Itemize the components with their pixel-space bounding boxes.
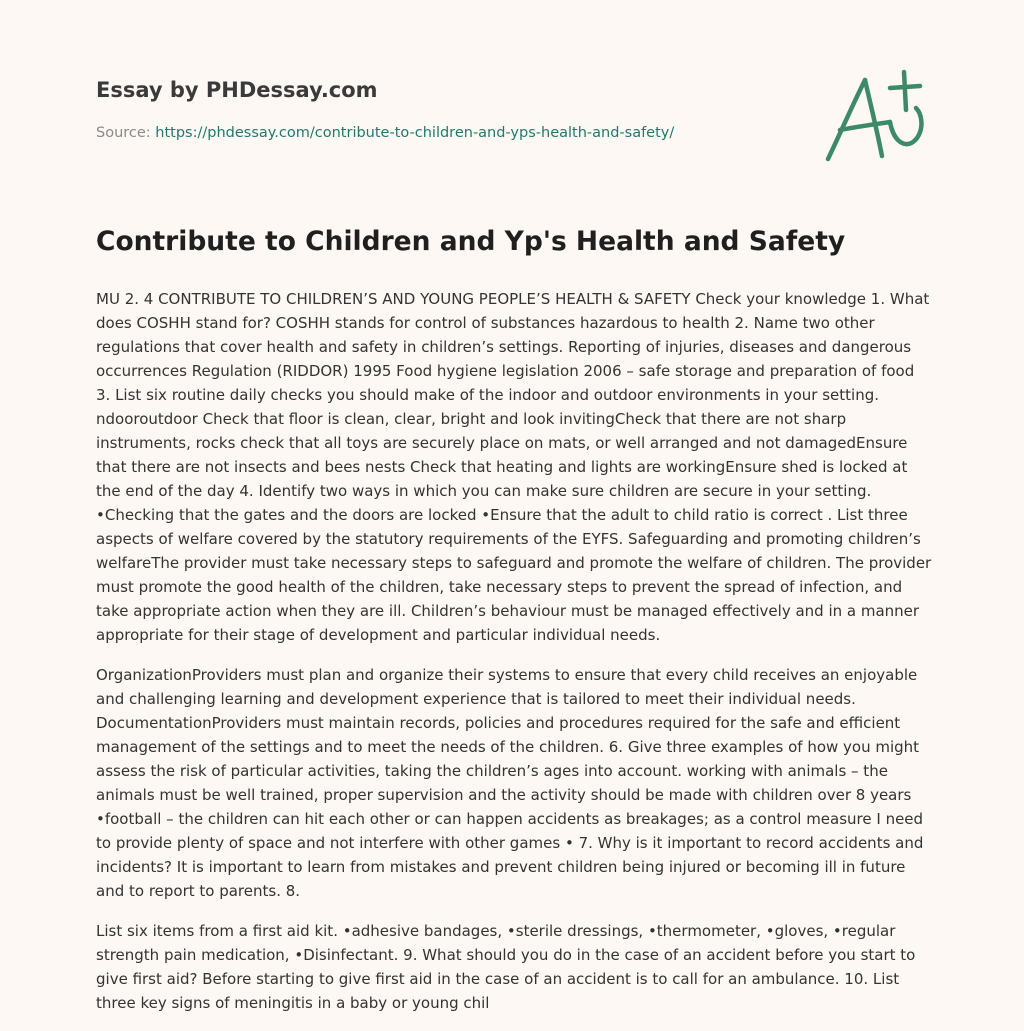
source-link[interactable]: https://phdessay.com/contribute-to-children-and-yps-health-and-safety/ <box>155 125 675 141</box>
article-title: Contribute to Children and Yp's Health and Safety <box>96 226 846 257</box>
article-paragraph: OrganizationProviders must plan and organize their systems to ensure that every child receives an enjoyable and challenging learning and development experience that is tailored to meet their individual needs. DocumentationProviders must maintain records, policies and procedures required for the safe and efficient management of the settings and to meet the needs of the children. 6. Give three examples of how you might assess the risk of particular activities, taking the children’s ages into account. working with animals – the animals must be well trained, proper supervision and the activity should be made with children over 8 years •football – the children can hit each other or can happen accidents as breakages; as a control measure I need to provide plenty of space and not interfere with other games • 7. Why is it important to record accidents and incidents? It is important to learn from mistakes and prevent children being injured or becoming ill in future and to report to parents. 8. <box>96 666 924 900</box>
article-paragraph: MU 2. 4 CONTRIBUTE TO CHILDREN’S AND YOUNG PEOPLE’S HEALTH & SAFETY Check your knowledge 1. What does COSHH stand for? COSHH stands for control of substances hazardous to health 2. Name two other regulations that cover health and safety in children’s settings. Reporting of injuries, diseases and dangerous occurrences Regulation (RIDDOR) 1995 Food hygiene legislation 2006 – safe storage and preparation of food 3. List six routine daily checks you should make of the indoor and outdoor environments in your setting. ndooroutdoor Check that floor is clean, clear, bright and look invitingCheck that there are not sharp instruments, rocks check that all toys are securely place on mats, or well arranged and not damagedEnsure that there are not insects and bees nests Check that heating and lights are workingEnsure shed is locked at the end of the day 4. Identify two ways in which you can make sure children are secure in your setting. •Checking that the gates and the doors are locked •Ensure that the adult to child ratio is correct . List three aspects of welfare covered by the statutory requirements of the EYFS. Safeguarding and promoting children’s welfareThe provider must take necessary steps to safeguard and promote the welfare of children. The provider must promote the good health of the children, take necessary steps to prevent the spread of infection, and take appropriate action when they are ill. Children’s behaviour must be managed effectively and in a manner appropriate for their stage of development and particular individual needs. <box>96 290 932 644</box>
article-paragraph: List six items from a first aid kit. •adhesive bandages, •sterile dressings, •thermometer, •gloves, •regular strength pain medication, •Disinfectant. 9. What should you do in the case of an accident before you start to give first aid? Before starting to give first aid in the case of an accident is to call for an ambulance. 10. List three key signs of meningitis in a baby or young chil <box>96 922 916 1012</box>
a-plus-logo-icon <box>818 64 934 168</box>
source-line <box>96 125 674 141</box>
site-brand: Essay by PHDessay.com <box>96 78 378 102</box>
source-label: Source: <box>96 125 156 141</box>
article-body <box>96 287 932 1031</box>
